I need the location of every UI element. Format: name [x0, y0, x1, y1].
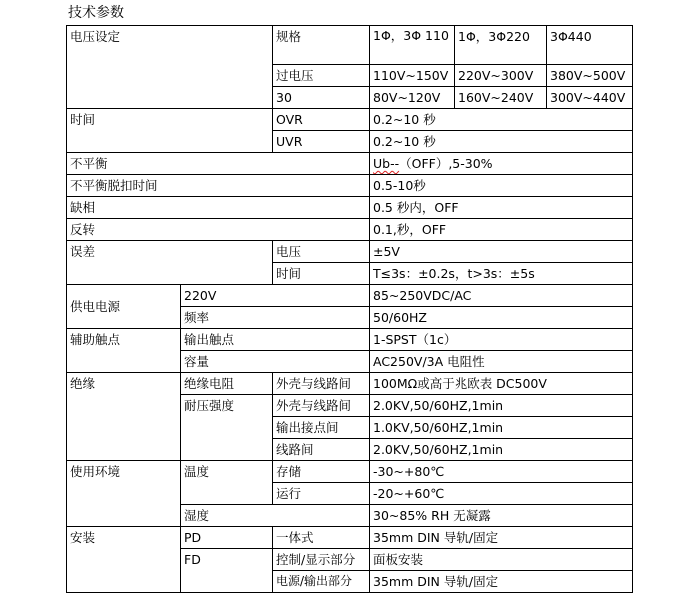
value-text: （OFF）,5-30% — [399, 156, 493, 171]
sub-header: FD — [181, 549, 273, 593]
sub-header: 存储 — [273, 461, 370, 483]
value-cell: 2.0KV,50/60HZ,1min — [370, 395, 633, 417]
sub-header: 运行 — [273, 483, 370, 505]
value-cell: 2.0KV,50/60HZ,1min — [370, 439, 633, 461]
value-cell: 50/60HZ — [370, 307, 633, 329]
table-row — [67, 285, 633, 307]
sub-header: 湿度 — [181, 505, 370, 527]
value-cell: 1Φ，3Φ220 — [455, 26, 547, 65]
row-header: 不平衡 — [67, 153, 370, 175]
value-cell: 160V~240V — [455, 87, 547, 109]
value-cell: 300V~440V — [547, 87, 633, 109]
value-cell: -30~+80℃ — [370, 461, 633, 483]
value-cell: ±5V — [370, 241, 633, 263]
value-cell: 220V~300V — [455, 65, 547, 87]
value-cell: 0.2~10 秒 — [370, 109, 633, 131]
spellcheck-underline-text: Ub-- — [373, 156, 400, 171]
sub-header: 过电压 — [273, 65, 370, 87]
value-cell: 110V~150V — [370, 65, 455, 87]
sub-header: 耐压强度 — [181, 395, 273, 461]
value-cell — [370, 153, 633, 175]
sub-header: 控制/显示部分 — [273, 549, 370, 571]
value-cell: 35mm DIN 导轨/固定 — [370, 571, 633, 593]
row-header: 缺相 — [67, 197, 370, 219]
sub-header: 规格 — [273, 26, 370, 65]
table-row — [67, 461, 633, 483]
sub-header: 外壳与线路间 — [273, 373, 370, 395]
table-row — [67, 373, 633, 395]
value-cell: 30~85% RH 无凝露 — [370, 505, 633, 527]
row-header: 安装 — [67, 527, 181, 593]
table-row — [67, 241, 633, 263]
sub-header: PD — [181, 527, 273, 549]
row-header: 不平衡脱扣时间 — [67, 175, 370, 197]
row-header: 供电电源 — [67, 285, 181, 329]
value-cell: 0.5-10秒 — [370, 175, 633, 197]
table-row — [67, 219, 633, 241]
row-header: 辅助触点 — [67, 329, 181, 373]
value-cell: 0.5 秒内，OFF — [370, 197, 633, 219]
value-cell: 1Φ，3Φ 110 — [370, 26, 455, 65]
value-cell: AC250V/3A 电阻性 — [370, 351, 633, 373]
sub-header: 外壳与线路间 — [273, 395, 370, 417]
sub-header: 输出触点 — [181, 329, 370, 351]
value-cell: 80V~120V — [370, 87, 455, 109]
row-header: 使用环境 — [67, 461, 181, 527]
sub-header: 电源/输出部分 — [273, 571, 370, 593]
value-cell: 3Φ440 — [547, 26, 633, 65]
value-cell: 0.1,秒，OFF — [370, 219, 633, 241]
value-cell: T≤3s：±0.2s，t>3s：±5s — [370, 263, 633, 285]
row-header: 绝缘 — [67, 373, 181, 461]
table-row — [67, 329, 633, 351]
value-cell: 0.2~10 秒 — [370, 131, 633, 153]
sub-header: 输出接点间 — [273, 417, 370, 439]
row-header: 误差 — [67, 241, 273, 285]
sub-header: 时间 — [273, 263, 370, 285]
sub-header: 30 — [273, 87, 370, 109]
table-row — [67, 197, 633, 219]
value-cell: 85~250VDC/AC — [370, 285, 633, 307]
sub-header: 220V — [181, 285, 370, 307]
value-cell: 100MΩ或高于兆欧表 DC500V — [370, 373, 633, 395]
sub-header: 一体式 — [273, 527, 370, 549]
value-cell: 35mm DIN 导轨/固定 — [370, 527, 633, 549]
table-row — [67, 26, 633, 65]
row-header: 电压设定 — [67, 26, 273, 109]
value-cell: -20~+60℃ — [370, 483, 633, 505]
sub-header: 电压 — [273, 241, 370, 263]
table-row — [67, 527, 633, 549]
sub-header: UVR — [273, 131, 370, 153]
table-row — [67, 153, 633, 175]
table-row — [67, 175, 633, 197]
sub-header: 容量 — [181, 351, 370, 373]
table-row — [67, 109, 633, 131]
row-header: 时间 — [67, 109, 273, 153]
value-cell: 380V~500V — [547, 65, 633, 87]
value-cell: 1.0KV,50/60HZ,1min — [370, 417, 633, 439]
sub-header: 温度 — [181, 461, 273, 505]
sub-header: 绝缘电阻 — [181, 373, 273, 395]
row-header: 反转 — [67, 219, 370, 241]
value-cell: 面板安装 — [370, 549, 633, 571]
document-title: 技术参数 — [68, 5, 124, 21]
sub-header: 线路间 — [273, 439, 370, 461]
sub-header: 频率 — [181, 307, 370, 329]
value-cell: 1-SPST（1c） — [370, 329, 633, 351]
spec-table — [66, 25, 633, 593]
sub-header: OVR — [273, 109, 370, 131]
